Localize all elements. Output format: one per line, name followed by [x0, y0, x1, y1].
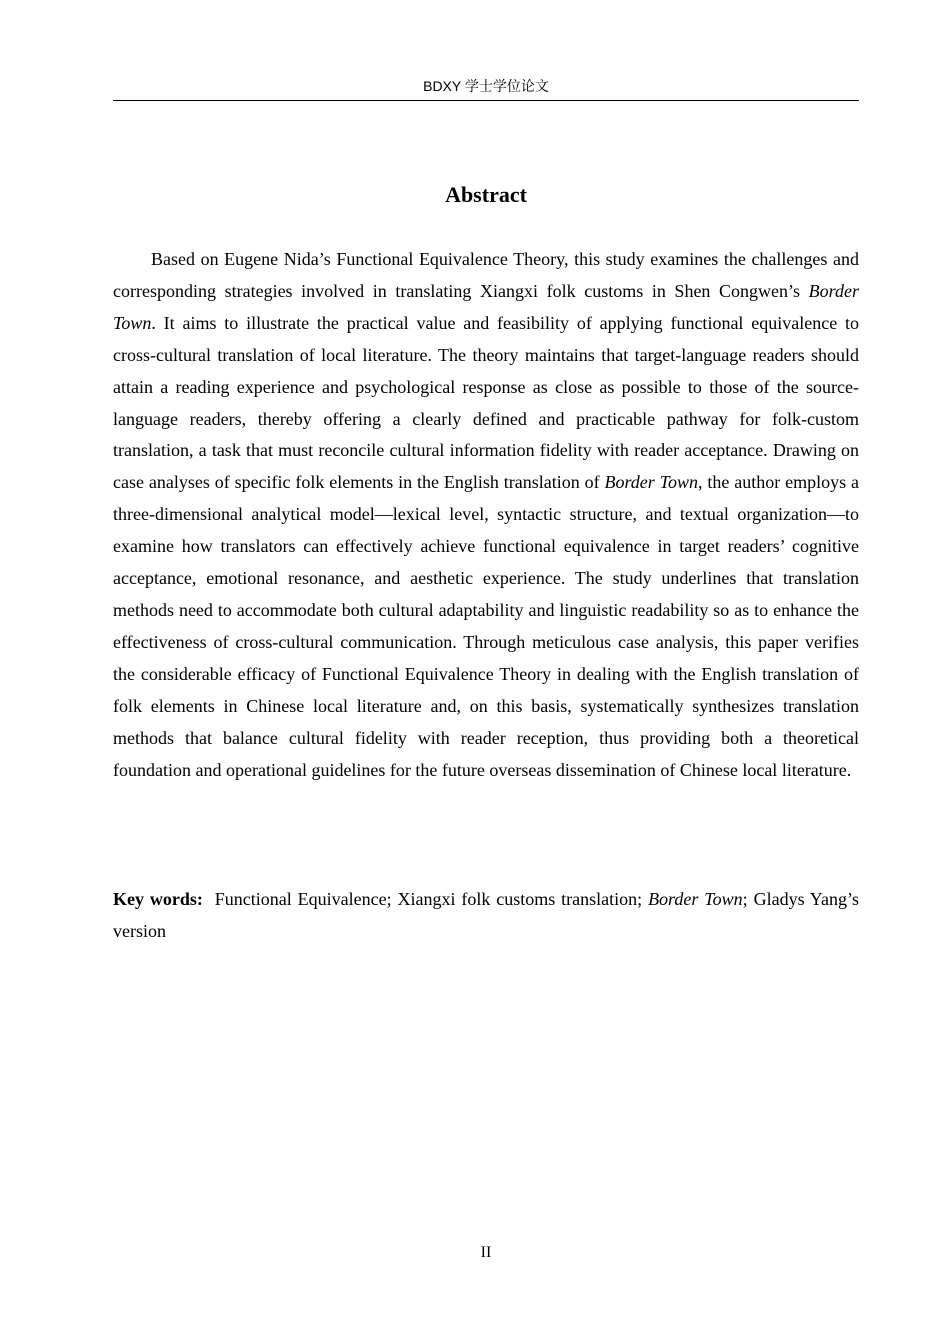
keywords-text-2: ; Gladys Yang’s version — [113, 889, 859, 941]
work-title-border-town: Border Town — [113, 280, 859, 333]
abstract-text-part-2: . It aims to illustrate the practical value and feasibility of applying functional equivalence to cross-cultural translation of local literature. The theory maintains that target-language readers should attain a reading experience and psychological response as close as possible to those of the source-language readers, thereby offering a clearly defined and practicable pathway for folk-custom translation, a task that must reconcile cultural information fidelity with reader acceptance. Drawing on case analyses of specific folk elements in the English translation of — [113, 312, 859, 493]
running-header: BDXY 学士学位论文 — [423, 78, 549, 94]
keywords-text-1: Functional Equivalence; Xiangxi folk customs translation; — [214, 889, 649, 909]
keywords-label: Key words: — [113, 889, 203, 909]
abstract-paragraph — [113, 244, 859, 786]
keywords-work-title: Border Town — [648, 889, 743, 909]
keywords-line — [113, 883, 859, 947]
header-rule — [113, 100, 859, 101]
abstract-title: Abstract — [445, 182, 527, 207]
work-title-border-town-2: Border Town — [604, 472, 699, 493]
page-number: II — [480, 1244, 492, 1261]
abstract-text-part-3: , the author employs a three-dimensional analytical model—lexical level, syntactic structure, and textual organization—to examine how translators can effectively achieve functional equivalence in target readers’ cognitive acceptance, emotional resonance, and aesthetic experience. The study underlines that translation methods need to accommodate both cultural adaptability and linguistic readability so as to enhance the effectiveness of cross-cultural communication. Through meticulous case analysis, this paper verifies the considerable efficacy of Functional Equivalence Theory in dealing with the English translation of folk elements in Chinese local literature and, on this basis, systematically synthesizes translation methods that balance cultural fidelity with reader reception, thus providing both a theoretical foundation and operational guidelines for the future overseas dissemination of Chinese local literature. — [113, 472, 859, 780]
abstract-text-part-1: Based on Eugene Nida’s Functional Equivalence Theory, this study examines the challenges and corresponding strategies involved in translating Xiangxi folk customs in Shen Congwen’s — [113, 249, 859, 301]
